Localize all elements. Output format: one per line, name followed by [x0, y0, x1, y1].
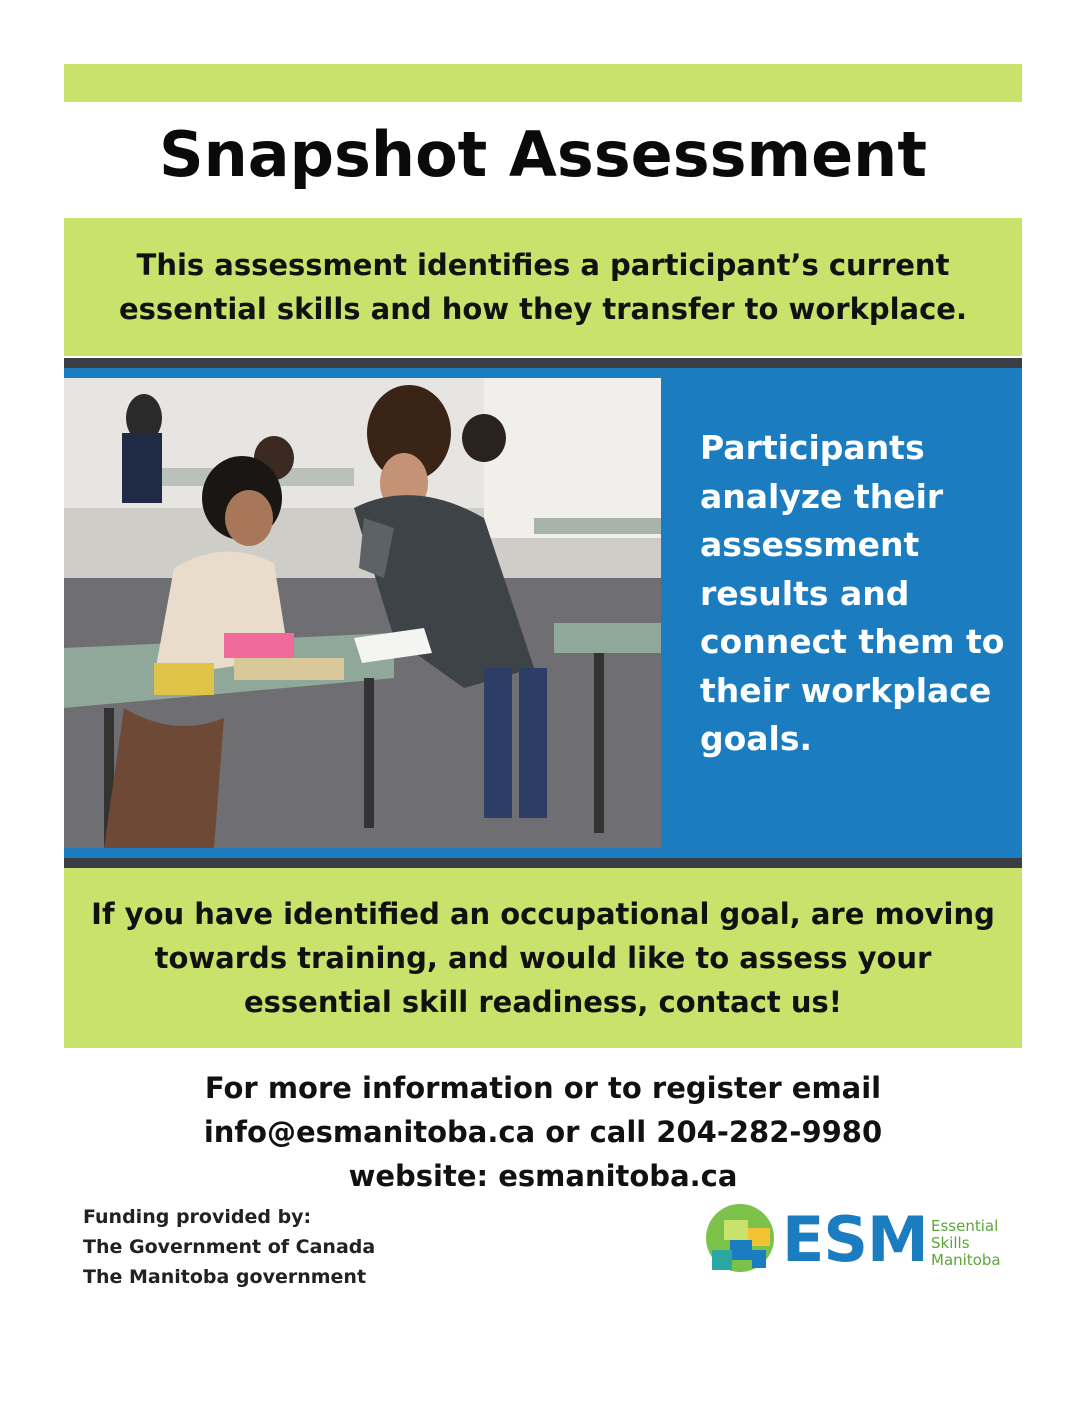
contact-info	[64, 1066, 1022, 1198]
esm-acronym: ESM	[782, 1203, 928, 1276]
intro-box	[64, 218, 1022, 356]
esm-logo-mark-icon	[700, 1200, 780, 1280]
side-text: Participants analyze their assessment results and connect them to their workplace goals.	[700, 428, 1005, 758]
esm-subtitle-line-3: Manitoba	[931, 1251, 1001, 1269]
esm-subtitle	[931, 1218, 1001, 1269]
cta-box	[64, 868, 1022, 1048]
page-title: Snapshot Assessment	[159, 118, 927, 191]
esm-logo	[700, 1200, 1020, 1280]
contact-line-2: info@esmanitoba.ca or call 204-282-9980	[203, 1115, 883, 1149]
cta-text: If you have identified an occupational goal, are moving towards training, and would like to assess your essential skill readiness, contact us!	[91, 897, 995, 1019]
top-accent-bar	[64, 64, 1022, 102]
funding-line-2: The Manitoba government	[83, 1266, 367, 1288]
divider-top	[64, 358, 1022, 368]
classroom-photo	[64, 378, 661, 848]
esm-subtitle-line-1: Essential	[931, 1217, 999, 1235]
divider-bottom	[64, 858, 1022, 868]
esm-subtitle-line-2: Skills	[931, 1234, 970, 1252]
contact-line-1: For more information or to register email	[204, 1071, 882, 1105]
contact-line-3: website: esmanitoba.ca	[348, 1159, 738, 1193]
intro-text: This assessment identifies a participant’s current essential skills and how they transfer to workplace.	[119, 248, 967, 326]
funding-heading: Funding provided by:	[83, 1206, 312, 1228]
funding-line-1: The Government of Canada	[83, 1236, 376, 1258]
funding-info	[83, 1202, 375, 1292]
